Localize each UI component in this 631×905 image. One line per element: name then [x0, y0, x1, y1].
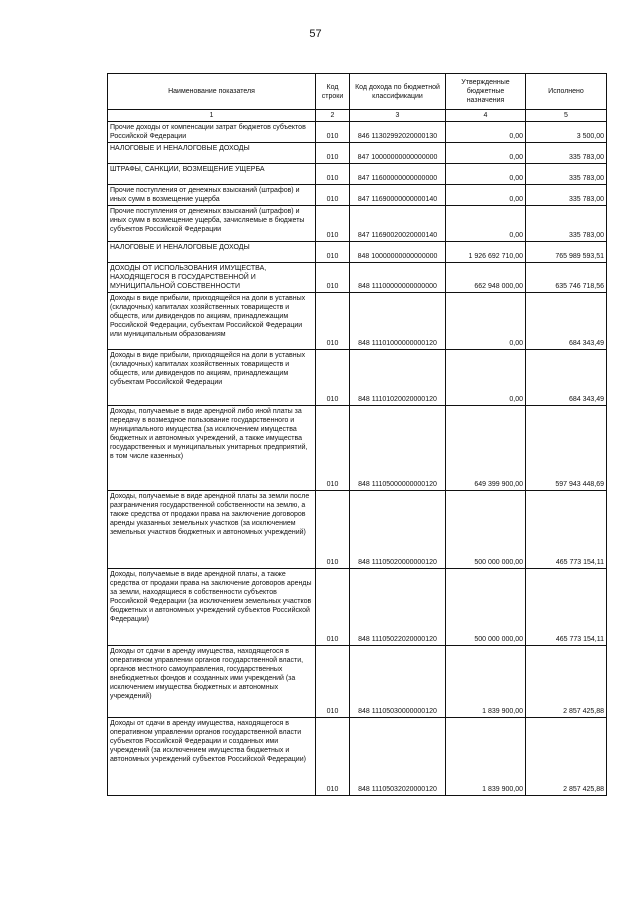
row-approved-amount: 500 000 000,00 — [446, 491, 526, 569]
row-approved-amount: 0,00 — [446, 164, 526, 185]
row-executed-amount: 597 943 448,69 — [526, 406, 607, 491]
table-row — [108, 293, 607, 350]
row-executed-amount: 2 857 425,88 — [526, 646, 607, 718]
row-indicator-name: НАЛОГОВЫЕ И НЕНАЛОГОВЫЕ ДОХОДЫ — [108, 242, 316, 263]
row-approved-amount: 0,00 — [446, 293, 526, 350]
row-revenue-code: 847 11690020020000140 — [350, 206, 446, 242]
table-row — [108, 164, 607, 185]
header-executed: Исполнено — [526, 74, 607, 110]
row-approved-amount: 1 839 900,00 — [446, 718, 526, 796]
row-line-code: 010 — [316, 569, 350, 646]
header-indicator-name: Наименование показателя — [108, 74, 316, 110]
row-revenue-code: 848 11105020000000120 — [350, 491, 446, 569]
row-indicator-name: Прочие поступления от денежных взысканий (штрафов) и иных сумм в возмещение ущерба, зачисляемые в бюджеты субъектов Российской Федерации — [108, 206, 316, 242]
row-revenue-code: 848 11105030000000120 — [350, 646, 446, 718]
row-revenue-code: 847 10000000000000000 — [350, 143, 446, 164]
table-row — [108, 569, 607, 646]
row-revenue-code: 846 11302992020000130 — [350, 122, 446, 143]
row-indicator-name: Доходы в виде прибыли, приходящейся на доли в уставных (складочных) капиталах хозяйственных товариществ и обществ, или дивидендов по акциям, принадлежащим субъектам Российской Федерации — [108, 350, 316, 406]
row-executed-amount: 765 989 593,51 — [526, 242, 607, 263]
row-indicator-name: ШТРАФЫ, САНКЦИИ, ВОЗМЕЩЕНИЕ УЩЕРБА — [108, 164, 316, 185]
table-row — [108, 185, 607, 206]
column-number: 3 — [350, 110, 446, 122]
row-revenue-code: 847 11690000000000140 — [350, 185, 446, 206]
row-revenue-code: 848 11105000000000120 — [350, 406, 446, 491]
row-line-code: 010 — [316, 206, 350, 242]
table-row — [108, 646, 607, 718]
row-indicator-name: Доходы, получаемые в виде арендной платы за земли после разграничения государственной собственности на землю, а также средства от продажи права на заключение договоров аренды указанных земельных участков (за исключением земельных участков бюджетных и автономных учреждений) — [108, 491, 316, 569]
row-approved-amount: 0,00 — [446, 122, 526, 143]
row-indicator-name: Доходы, получаемые в виде арендной либо иной платы за передачу в возмездное пользование государственного и муниципального имущества (за исключением имущества бюджетных и автономных учреждений, а также имущества государственных и муниципальных унитарных предприятий, в том числе казенных) — [108, 406, 316, 491]
row-indicator-name: НАЛОГОВЫЕ И НЕНАЛОГОВЫЕ ДОХОДЫ — [108, 143, 316, 164]
table-row — [108, 242, 607, 263]
row-indicator-name: Доходы в виде прибыли, приходящейся на доли в уставных (складочных) капиталах хозяйственных товариществ и обществ, или дивидендов по акциям, принадлежащим Российской Федерации, субъектам Российской Федерации или муниципальным образованиям — [108, 293, 316, 350]
row-line-code: 010 — [316, 242, 350, 263]
row-indicator-name: Прочие поступления от денежных взысканий (штрафов) и иных сумм в возмещение ущерба — [108, 185, 316, 206]
row-line-code: 010 — [316, 263, 350, 293]
row-line-code: 010 — [316, 122, 350, 143]
header-revenue-code: Код дохода по бюджетной классификации — [350, 74, 446, 110]
column-number: 5 — [526, 110, 607, 122]
row-indicator-name: Прочие доходы от компенсации затрат бюджетов субъектов Российской Федерации — [108, 122, 316, 143]
row-line-code: 010 — [316, 164, 350, 185]
row-executed-amount: 335 783,00 — [526, 185, 607, 206]
table-row — [108, 263, 607, 293]
page-number: 57 — [309, 28, 322, 40]
table-row — [108, 491, 607, 569]
row-executed-amount: 465 773 154,11 — [526, 569, 607, 646]
row-approved-amount: 1 926 692 710,00 — [446, 242, 526, 263]
row-executed-amount: 335 783,00 — [526, 206, 607, 242]
row-executed-amount: 465 773 154,11 — [526, 491, 607, 569]
row-line-code: 010 — [316, 350, 350, 406]
row-line-code: 010 — [316, 406, 350, 491]
table-row — [108, 718, 607, 796]
row-line-code: 010 — [316, 646, 350, 718]
row-revenue-code: 848 11101000000000120 — [350, 293, 446, 350]
row-indicator-name: Доходы от сдачи в аренду имущества, находящегося в оперативном управлении органов государственной власти субъектов Российской Федерации и созданных ими учреждений (за исключением имущества бюджетных и автономных учреждений субъектов Российской Федерации) — [108, 718, 316, 796]
row-line-code: 010 — [316, 143, 350, 164]
table-header-row — [108, 74, 607, 110]
table-row — [108, 350, 607, 406]
table-column-numbers-row — [108, 110, 607, 122]
table-row — [108, 143, 607, 164]
table-row — [108, 406, 607, 491]
table-row — [108, 122, 607, 143]
column-number: 2 — [316, 110, 350, 122]
row-executed-amount: 684 343,49 — [526, 293, 607, 350]
column-number: 1 — [108, 110, 316, 122]
row-revenue-code: 847 11600000000000000 — [350, 164, 446, 185]
row-executed-amount: 635 746 718,56 — [526, 263, 607, 293]
row-approved-amount: 1 839 900,00 — [446, 646, 526, 718]
row-line-code: 010 — [316, 185, 350, 206]
row-revenue-code: 848 10000000000000000 — [350, 242, 446, 263]
row-line-code: 010 — [316, 491, 350, 569]
budget-revenue-table — [107, 73, 607, 796]
row-executed-amount: 2 857 425,88 — [526, 718, 607, 796]
row-indicator-name: ДОХОДЫ ОТ ИСПОЛЬЗОВАНИЯ ИМУЩЕСТВА, НАХОДЯЩЕГОСЯ В ГОСУДАРСТВЕННОЙ И МУНИЦИПАЛЬНОЙ СОБСТВЕННОСТИ — [108, 263, 316, 293]
row-approved-amount: 500 000 000,00 — [446, 569, 526, 646]
table-row — [108, 206, 607, 242]
row-indicator-name: Доходы от сдачи в аренду имущества, находящегося в оперативном управлении органов государственной власти, органов местного самоуправления, государственных внебюджетных фондов и созданных ими учреждений (за исключением имущества бюджетных и автономных учреждений) — [108, 646, 316, 718]
row-indicator-name: Доходы, получаемые в виде арендной платы, а также средства от продажи права на заключение договоров аренды за земли, находящиеся в собственности субъектов Российской Федерации (за исключением земельных участков бюджетных и автономных учреждений субъектов Российской Федерации) — [108, 569, 316, 646]
row-approved-amount: 649 399 900,00 — [446, 406, 526, 491]
header-line-code: Код строки — [316, 74, 350, 110]
row-revenue-code: 848 11100000000000000 — [350, 263, 446, 293]
row-approved-amount: 0,00 — [446, 185, 526, 206]
row-executed-amount: 3 500,00 — [526, 122, 607, 143]
row-approved-amount: 662 948 000,00 — [446, 263, 526, 293]
row-line-code: 010 — [316, 718, 350, 796]
row-executed-amount: 335 783,00 — [526, 143, 607, 164]
row-approved-amount: 0,00 — [446, 143, 526, 164]
row-revenue-code: 848 11105032020000120 — [350, 718, 446, 796]
row-revenue-code: 848 11101020020000120 — [350, 350, 446, 406]
header-approved: Утвержденные бюджетные назначения — [446, 74, 526, 110]
row-approved-amount: 0,00 — [446, 206, 526, 242]
row-line-code: 010 — [316, 293, 350, 350]
row-revenue-code: 848 11105022020000120 — [350, 569, 446, 646]
row-executed-amount: 684 343,49 — [526, 350, 607, 406]
row-approved-amount: 0,00 — [446, 350, 526, 406]
column-number: 4 — [446, 110, 526, 122]
row-executed-amount: 335 783,00 — [526, 164, 607, 185]
